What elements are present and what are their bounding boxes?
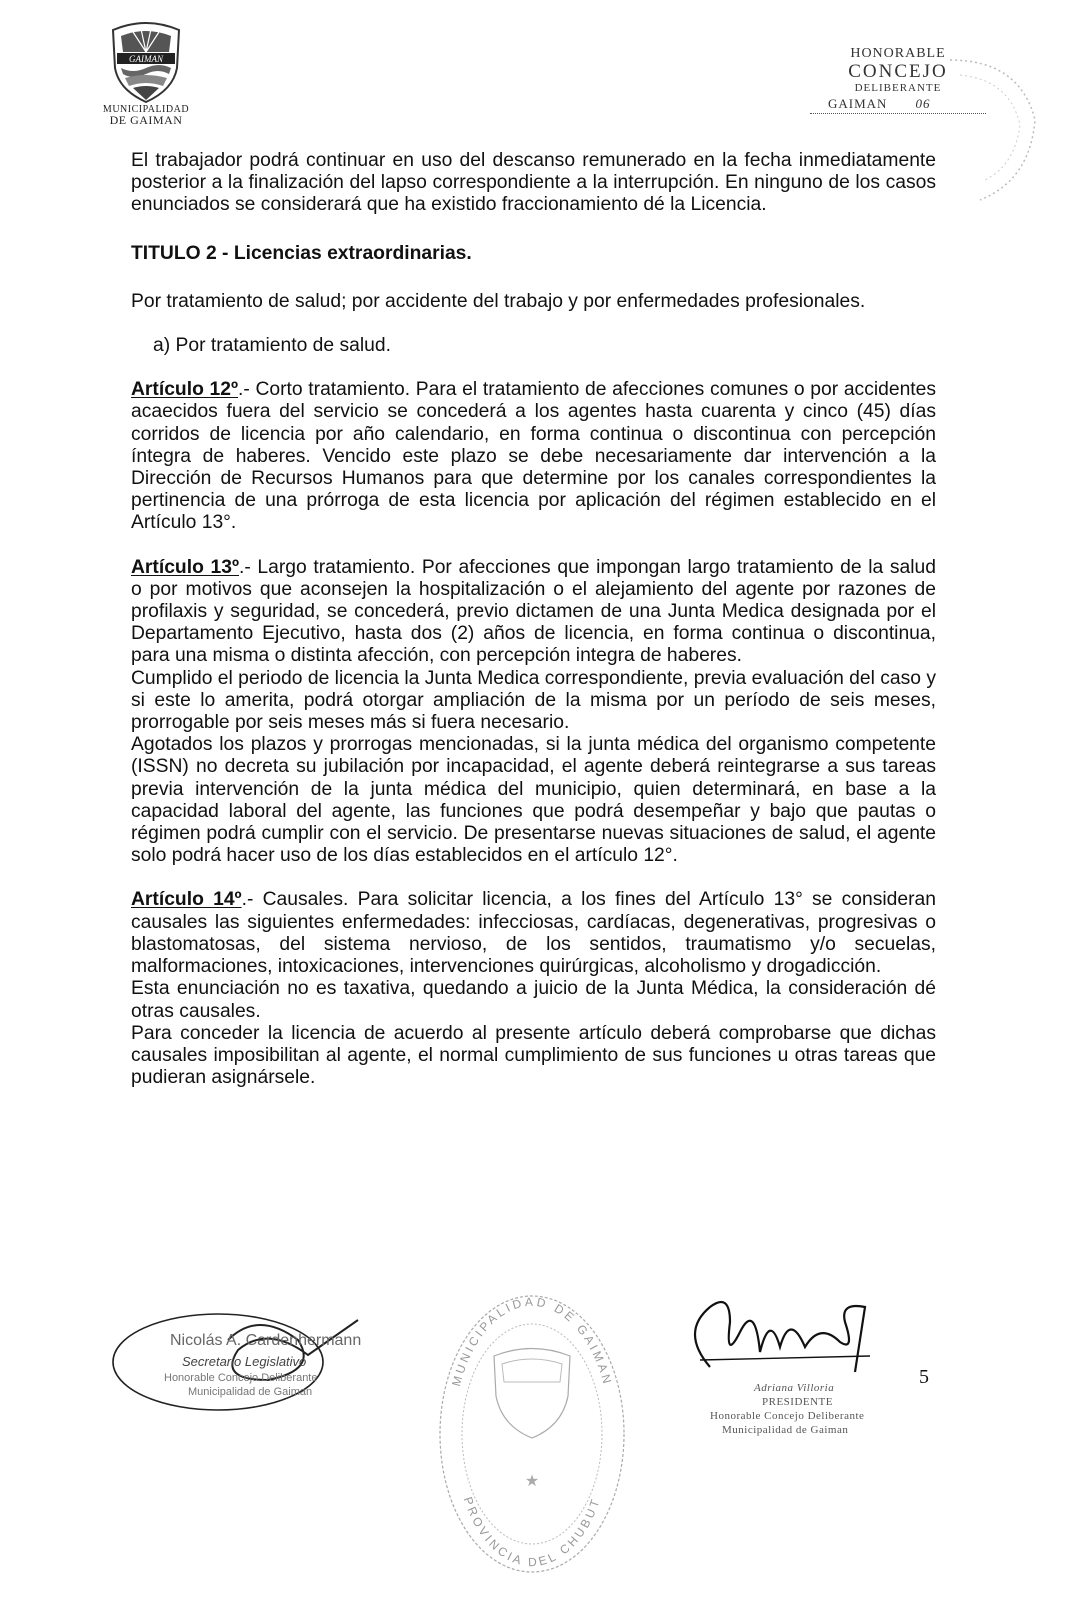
president-signature-stamp	[670, 1292, 900, 1442]
gaiman-shield-icon	[103, 22, 189, 104]
official-seal-icon	[432, 1286, 632, 1576]
article-13	[131, 557, 936, 668]
official-seal	[432, 1286, 632, 1576]
article-13-label: Artículo 13º	[131, 556, 239, 578]
article-13-paragraph-2: Cumplido el periodo de licencia la Junta Medica correspondiente, previa evaluación del caso y si este lo amerita, podrá otorgar ampliación de la misma por un período de seis meses, prorrogable por seis meses más si fuera necesario.	[131, 667, 936, 734]
president-signature-icon	[670, 1292, 900, 1382]
svg-text:MUNICIPALIDAD DE GAIMAN	[449, 1295, 615, 1388]
article-13-paragraph-3: Agotados los plazos y prorrogas mencionadas, si la junta médica del organismo competente (ISSN) no decreta su jubilación por incapacidad, el agente deberá reintegrarse a sus tareas previa intervención de la junta médica del municipio, quien determinará, en base a la capacidad laboral del agente, las funciones que podrá desempeñar y bajo que pautas o régimen podrá cumplir con el servicio. De presentarse nuevas situaciones de salud, el agente solo podrá hacer uso de los días establecidos en el artículo 12°.	[131, 734, 936, 867]
secretary-council: Honorable Concejo Deliberante	[164, 1372, 318, 1384]
article-13-text: .- Largo tratamiento. Por afecciones que impongan largo tratamiento de la salud o por motivos que aconsejen la hospitalización o el alejamiento del agente por razones de profilaxis y seguridad, se concederá, previo dictamen de una Junta Medica designada por el Departamento Ejecutivo, hasta dos (2) años de licencia, en forma continua o discontinua, para una misma o distinta afección, con percepción integra de haberes.	[131, 556, 936, 667]
intro-paragraph: El trabajador podrá continuar en uso del descanso remunerado en la fecha inmediatamente posterior a la finalización del lapso correspondiente a la interrupción. En ninguno de los casos enunciados se considerará que ha existido fraccionamiento dé la Licencia.	[131, 150, 936, 216]
secretary-municipality: Municipalidad de Gaiman	[188, 1386, 313, 1398]
president-council: Honorable Concejo Deliberante	[710, 1410, 865, 1422]
folio-number: 06	[915, 96, 931, 111]
subtitle-paragraph: Por tratamiento de salud; por accidente del trabajo y por enfermedades profesionales.	[131, 290, 866, 312]
svg-text:★: ★	[524, 1473, 540, 1490]
item-a: a) Por tratamiento de salud.	[153, 335, 391, 357]
municipality-logo	[96, 22, 196, 126]
secretary-signature-stamp	[108, 1300, 388, 1420]
svg-text:PROVINCIA DEL CHUBUT	[461, 1495, 603, 1569]
council-city: GAIMAN	[828, 96, 888, 111]
municipality-label-1: MUNICIPALIDAD	[102, 104, 190, 115]
article-14-text: .- Causales. Para solicitar licencia, a los fines del Artículo 13° se consideran causales las siguientes enfermedades: infecciosas, cardíacas, degenerativas, progresivas o blastomatosas, del sistema nervioso, de los sentidos, traumatismo y/o secuelas, malformaciones, intoxicaciones, intervenciones quirúrgicas, alcoholismo y drogadicción.	[131, 889, 936, 978]
secretary-title: Secretario Legislativo	[182, 1354, 307, 1369]
seal-text-bottom: PROVINCIA DEL CHUBUT	[460, 1494, 604, 1570]
article-12-text: .- Corto tratamiento. Para el tratamiento de afecciones comunes o por accidentes acaecidos fuera del servicio se concederá a los agentes hasta cuarenta y cinco (45) días corridos de licencia por año calendario, en forma continua o discontinua con percepción íntegra de haberes. Vencido este plazo se debe necesariamente dar intervención a la Dirección de Recursos Humanos para que determine por los canales correspondientes la pertinencia de una prórroga de esta licencia por aplicación del régimen establecido en el Artículo 13°.	[131, 379, 937, 534]
article-14	[131, 889, 936, 978]
article-12	[131, 379, 936, 534]
council-line-2: CONCEJO	[848, 61, 948, 82]
seal-text-top: MUNICIPALIDAD DE GAIMAN	[449, 1294, 615, 1388]
page-number: 5	[919, 1366, 929, 1388]
article-14-label: Artículo 14º	[131, 889, 242, 911]
council-line-1: HONORABLE	[850, 46, 946, 61]
article-14-paragraph-3: Para conceder la licencia de acuerdo al presente artículo deberá comprobarse que dichas causales imposibilitan al agente, el normal cumplimiento de sus funciones u otras tareas que pudieran asignársele.	[131, 1022, 936, 1089]
council-line-3: DELIBERANTE	[854, 82, 942, 94]
article-14-paragraph-2: Esta enunciación no es taxativa, quedando a juicio de la Junta Médica, la consideración dé otras causales.	[131, 978, 936, 1022]
svg-text:GAIMAN: GAIMAN	[129, 54, 163, 64]
document-body	[131, 150, 936, 1089]
president-name: Adriana Villoria	[754, 1382, 835, 1394]
faded-stamp-icon	[940, 40, 1050, 210]
secretary-name: Nicolás A. Cardenhermann	[170, 1332, 362, 1349]
municipality-label-2: DE GAIMAN	[109, 113, 183, 127]
president-title: PRESIDENTE	[762, 1396, 833, 1408]
president-municipality: Municipalidad de Gaiman	[722, 1424, 849, 1436]
article-12-label: Artículo 12º	[131, 379, 239, 401]
title-2: TITULO 2 - Licencias extraordinarias.	[131, 242, 472, 264]
